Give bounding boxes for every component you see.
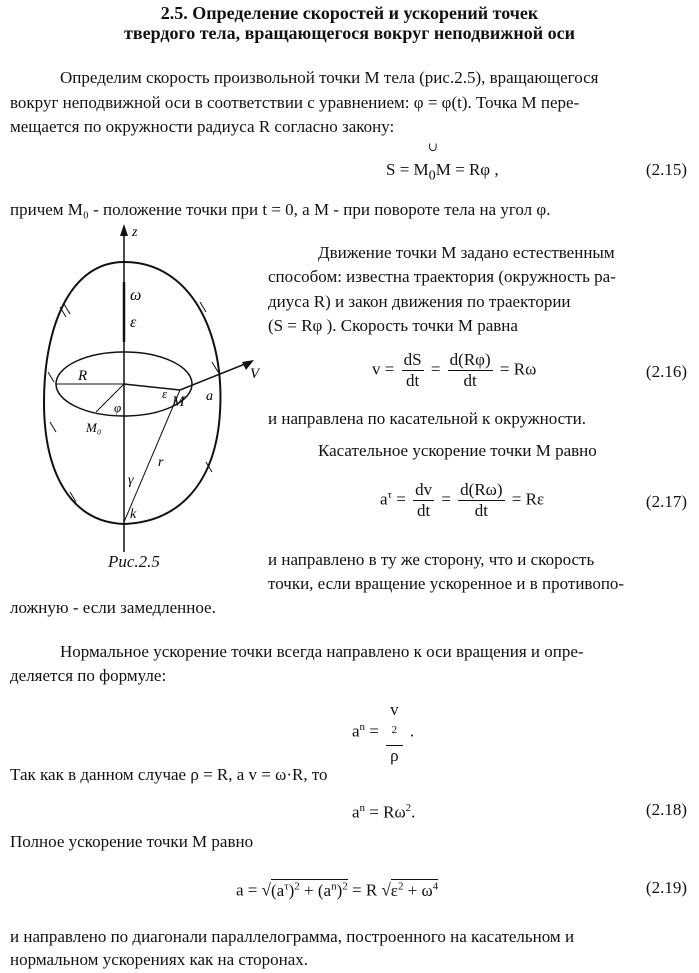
eq216-frac2: [448, 350, 493, 391]
eq219-mid: ): [288, 880, 295, 900]
eq216-frac2-den: dt: [463, 371, 477, 390]
section-title-line1: 2.5. Определение скоростей и ускорений точек: [160, 3, 539, 23]
eq219-plus2: + ω: [403, 880, 433, 900]
label-r: r: [158, 455, 164, 470]
eq216-frac1: [402, 350, 424, 391]
para7-line1: Нормальное ускорение точки всегда направлено к оси вращения и опре-: [60, 642, 584, 661]
eq217-rhs: = Rε: [511, 489, 545, 509]
para3-line2: способом: известна траектория (окружность ра-: [268, 267, 616, 286]
equation-2-17: [380, 480, 544, 521]
eq219-root2: ε: [390, 880, 398, 900]
eq217-number: (2.17): [645, 492, 687, 511]
label-z: z: [132, 225, 138, 240]
equation-2-16: [372, 350, 536, 391]
label-eps2: ε: [162, 386, 168, 401]
eq218-end: .: [411, 802, 416, 822]
eqan-num: v: [390, 700, 399, 719]
label-M: M: [172, 394, 185, 410]
para3-line4: (S = Rφ ). Скорость точки M равна: [268, 316, 518, 335]
eq216-rhs: = Rω: [499, 359, 537, 379]
label-epsilon: ε: [130, 314, 137, 331]
eqan-lhs: a: [352, 721, 360, 741]
eq218-rsup: 2: [405, 802, 412, 814]
eq217-frac2-num: d(Rω): [460, 480, 503, 499]
label-R: R: [78, 368, 88, 384]
eq217-sup: τ: [387, 488, 392, 501]
radius-to-M: [124, 384, 180, 390]
para7-line2: деляется по формуле:: [10, 666, 167, 685]
eqan-eq: =: [369, 721, 379, 741]
para6-line1: и направлено в ту же сторону, что и скорость: [268, 550, 595, 569]
eq215-lhs: S = M: [386, 160, 429, 179]
axis-arrow-icon: [120, 224, 128, 236]
equation-normal-accel: [352, 700, 414, 766]
para5: Касательное ускорение точки M равно: [318, 441, 597, 460]
eq219-t2: n: [331, 880, 337, 892]
eq219-lhs: a =: [236, 880, 258, 900]
eq216-frac2-num: d(Rφ): [449, 350, 491, 369]
para4: и направлена по касательной к окружности.: [268, 409, 586, 428]
eq219-eq: = R: [352, 880, 378, 900]
para1-line1: Определим скорость произвольной точки M тела (рис.2.5), вращающегося: [60, 68, 599, 87]
eq217-eq1: =: [441, 489, 451, 509]
eq219-plus: + (a: [299, 880, 332, 900]
eq215-arc: ∪: [428, 140, 439, 154]
eq219-p3: 2: [342, 880, 348, 892]
para10-line2: нормальном ускорениях как на сторонах.: [10, 950, 309, 969]
eq215-sub: 0: [428, 167, 436, 184]
figure-rotating-body: [30, 222, 260, 562]
para6-line2: точки, если вращение ускоренное и в противопо-: [268, 574, 625, 593]
surface-hatching: [48, 302, 218, 502]
equation-2-15: [386, 158, 499, 187]
eq218-number: (2.18): [645, 800, 687, 819]
eq219-root: (a: [270, 880, 285, 900]
para1-line2: вокруг неподвижной оси в соответствии с уравнением: φ = φ(t). Точка M пере-: [10, 93, 580, 112]
label-phi: φ: [114, 400, 122, 415]
label-V: V: [250, 366, 260, 382]
eq216-frac1-num: dS: [403, 350, 422, 369]
eq216-frac1-den: dt: [405, 371, 420, 390]
eq217-eq: =: [396, 489, 406, 509]
eqan-end: .: [409, 721, 415, 741]
eq217-frac1: [413, 480, 434, 521]
eq215-rhs: M = Rφ ,: [435, 160, 499, 179]
eq219-w4: 4: [432, 880, 439, 892]
label-M0: M₀: [86, 420, 102, 435]
eq218-rhs: = Rω: [369, 802, 406, 822]
eq217-frac2: [458, 480, 504, 521]
eq219-t1: τ: [284, 880, 289, 892]
eq216-eq1: =: [430, 359, 441, 379]
label-gamma: γ: [128, 473, 134, 488]
eq219-e2: 2: [397, 880, 404, 892]
eqan-num-sup: 2: [391, 724, 398, 736]
para6-line3: ложную - если замедленное.: [10, 598, 216, 617]
label-a: a: [206, 389, 213, 404]
eq217-frac1-den: dt: [416, 501, 431, 520]
label-omega: ω: [130, 287, 142, 304]
section-title-line2: твердого тела, вращающегося вокруг неподвижной оси: [124, 23, 575, 43]
eq215-number: (2.15): [645, 160, 687, 179]
para8: Так как в данном случае ρ = R, а v = ω·R, то: [10, 765, 328, 784]
eq219-mid2: ): [336, 880, 343, 900]
eq217-frac1-num: dv: [415, 480, 433, 499]
para10-line1: и направлено по диагонали параллелограмма, построенного на касательном и: [10, 927, 575, 946]
equation-2-19: $a = √(a^\tau)^2 + (a^n)^2 = R$ $√\varepsilon^2 + \omega^4$: [236, 880, 439, 900]
equation-2-18: [352, 796, 415, 825]
para1-line3: мещается по окружности радиуса R согласно закону:: [10, 117, 395, 136]
para9: Полное ускорение точки M равно: [10, 832, 254, 851]
figure-caption: Рис.2.5: [108, 552, 160, 571]
para3-line1: Движение точки M задано естественным: [318, 243, 615, 262]
eqan-frac: [386, 700, 403, 766]
para3-line3: диуса R) и закон движения по траектории: [268, 292, 571, 311]
eq216-lhs: v =: [372, 359, 395, 379]
label-k: k: [130, 507, 137, 522]
eq219-number: (2.19): [645, 878, 687, 897]
eq217-lhs: a: [380, 489, 388, 509]
eqan-sup: n: [359, 721, 366, 734]
eq218-lhs: a: [352, 802, 360, 822]
eqan-den: ρ: [390, 745, 399, 765]
eq218-sup: n: [359, 802, 366, 814]
eq216-number: (2.16): [645, 362, 687, 381]
eq219-p2: 2: [294, 880, 300, 892]
para2: причем M₀ - положение точки при t = 0, а M - при повороте тела на угол φ.: [10, 200, 551, 219]
eq217-frac2-den: dt: [474, 501, 488, 520]
